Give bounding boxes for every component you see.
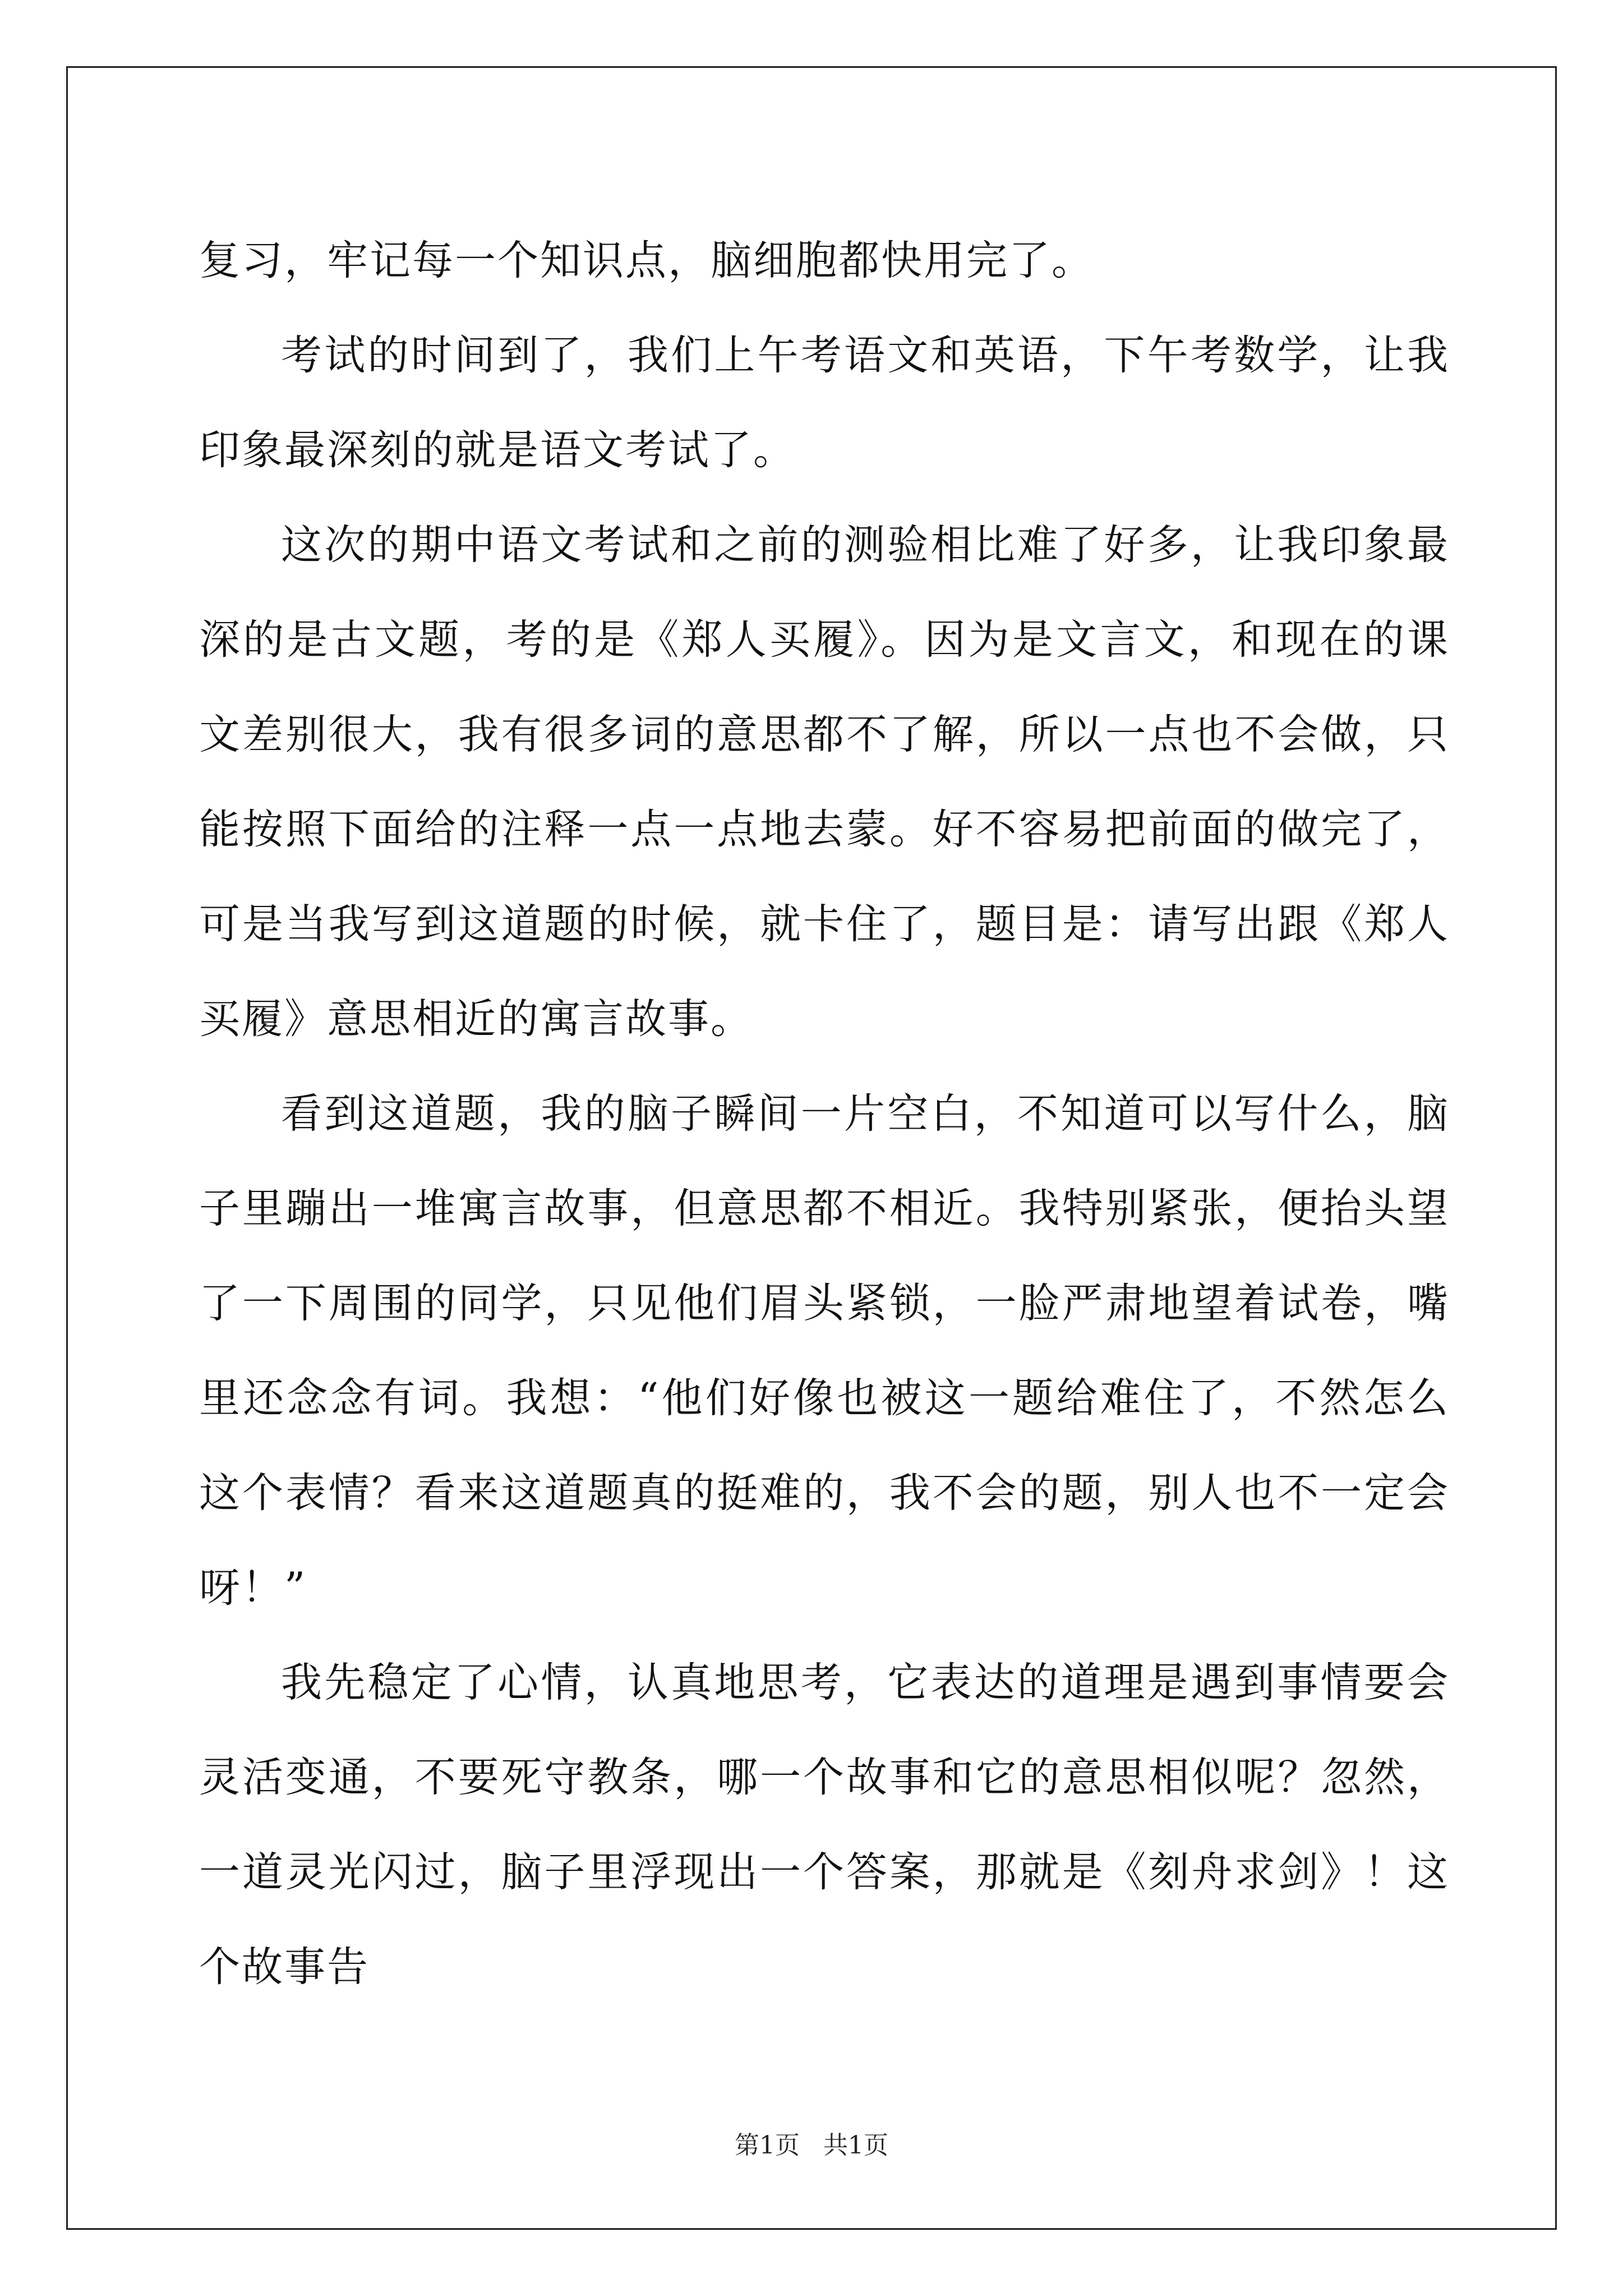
- paragraph-1: 复习，牢记每一个知识点，脑细胞都快用完了。: [199, 237, 1094, 284]
- page-total: 共1页: [823, 2131, 888, 2160]
- paragraph-5: 我先稳定了心情，认真地思考，它表达的道理是遇到事情要会灵活变通，不要死守教条，哪一个故事和它的意思相似呢？忽然，一道灵光闪过，脑子里浮现出一个答案，那就是《刻舟求剑》！这个故事告: [199, 1659, 1450, 1991]
- paragraph-3: 这次的期中语文考试和之前的测验相比难了好多，让我印象最深的是古文题，考的是《郑人买履》。因为是文言文，和现在的课文差别很大，我有很多词的意思都不了解，所以一点也不会做，只能按照下面给的注释一点一点地去蒙。好不容易把前面的做完了，可是当我写到这道题的时候，就卡住了，题目是：请写出跟《郑人买履》意思相近的寓言故事。: [199, 521, 1450, 1043]
- document-body: [199, 213, 1450, 2014]
- page-number: 第1页: [735, 2131, 800, 2160]
- paragraph-4: 看到这道题，我的脑子瞬间一片空白，不知道可以写什么，脑子里蹦出一堆寓言故事，但意思都不相近。我特别紧张，便抬头望了一下周围的同学，只见他们眉头紧锁，一脸严肃地望着试卷，嘴里还念念有词。我想：“他们好像也被这一题给难住了，不然怎么这个表情？看来这道题真的挺难的，我不会的题，别人也不一定会呀！”: [199, 1090, 1450, 1612]
- page-footer: [0, 2129, 1623, 2162]
- paragraph-2: 考试的时间到了，我们上午考语文和英语，下午考数学，让我印象最深刻的就是语文考试了。: [199, 332, 1450, 474]
